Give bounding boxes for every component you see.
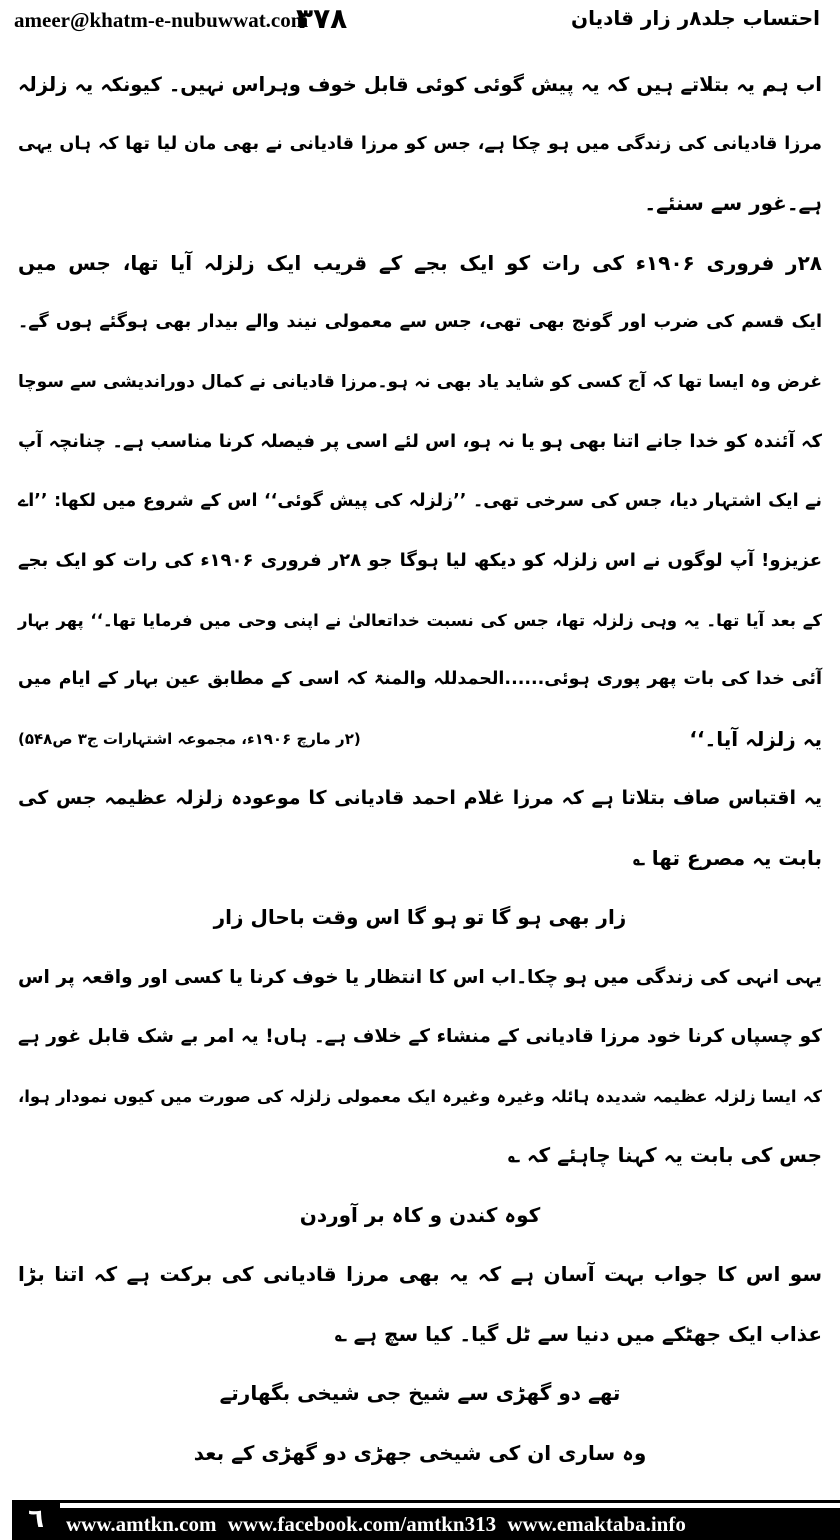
text-line: کے بعد آیا تھا۔ یہ وہی زلزلہ تھا، جس کی نسبت خداتعالیٰ نے اپنی وحی میں فرمایا تھا۔‘‘ پھر بہار	[18, 610, 822, 630]
text-line: ۲۸ر فروری ۱۹۰۶ء کی رات کو ایک بجے کے قریب ایک زلزلہ آیا تھا، جس میں	[18, 250, 822, 275]
footer-page-number: ٦	[12, 1500, 60, 1540]
page-body	[18, 55, 822, 1483]
text-line: یہی انہی کی زندگی میں ہو چکا۔اب اس کا انتظار یا خوف کرنا یا کسی اور واقعہ پر اس	[18, 966, 822, 988]
header-email: ameer@khatm-e-nubuwwat.com	[14, 8, 309, 32]
citation: (۲ر مارچ ۱۹۰۶ء، مجموعہ اشتہارات ج۳ ص۵۴۸)	[18, 729, 361, 748]
text-line: عزیزو! آپ لوگوں نے اس زلزلہ کو دیکھ لیا ہوگا جو ۲۸ر فروری ۱۹۰۶ء کی رات کو ایک بجے	[18, 550, 822, 571]
verse-line: کوہ کندن و کاہ بر آوردن	[299, 1202, 541, 1227]
text-line: کہ ایسا زلزلہ عظیمہ شدیدہ ہائلہ وغیرہ وغیرہ ایک معمولی زلزلہ کی صورت میں کیوں نمودار ہوا،	[18, 1086, 822, 1106]
text-line: نے ایک اشتہار دیا، جس کی سرخی تھی۔ ’’زلزلہ کی پیش گوئی‘‘ اس کے شروع میں لکھا: ’’اے	[18, 490, 822, 511]
verse-line: وہ ساری ان کی شیخی جھڑی دو گھڑی کے بعد	[193, 1440, 647, 1465]
text-line: کہ آئندہ کو خدا جانے اتنا بھی ہو یا نہ ہو، اس لئے اسی پر فیصلہ کرنا مناسب ہے۔ چنانچہ آپ	[18, 431, 822, 452]
text-line: یہ زلزلہ آیا۔‘‘	[689, 726, 822, 751]
verse-line: زار بھی ہو گا تو ہو گا اس وقت باحال زار	[213, 905, 627, 929]
text-line: کو چسپاں کرنا خود مرزا قادیانی کے منشاء کے خلاف ہے۔ ہاں! یہ امر بے شک قابل غور ہے	[18, 1026, 822, 1047]
text-line: مرزا قادیانی کی زندگی میں ہو چکا ہے، جس کو مرزا قادیانی نے بھی مان لیا تھا کہ ہاں یہی	[18, 133, 822, 154]
text-line-with-citation	[18, 710, 822, 770]
verse-line: تھے دو گھڑی سے شیخ جی شیخی بگھارتے	[219, 1381, 621, 1405]
text-line: غرض وہ ایسا تھا کہ آج کسی کو شاید یاد بھی نہ ہو۔مرزا قادیانی نے کمال دوراندیشی سے سوچا	[18, 371, 822, 392]
text-line: سو اس کا جواب بہت آسان ہے کہ یہ بھی مرزا قادیانی کی برکت ہے کہ اتنا بڑا	[18, 1262, 822, 1286]
book-title: احتساب جلد۸ر زار قادیان	[571, 6, 820, 30]
text-line: عذاب ایک جھٹکے میں دنیا سے ٹل گیا۔ کیا سچ ہے ؎	[334, 1321, 822, 1346]
text-line: یہ اقتباس صاف بتلاتا ہے کہ مرزا غلام احمد قادیانی کا موعودہ زلزلہ عظیمہ جس کی	[18, 787, 822, 809]
footer-divider	[60, 1500, 840, 1503]
footer-links: www.amtkn.com www.facebook.com/amtkn313 www.emaktaba.info	[60, 1508, 840, 1540]
text-line: جس کی بابت یہ کہنا چاہئے کہ ؎	[508, 1143, 822, 1167]
text-line: آئی خدا کی بات پھر پوری ہوئی......الحمدللہ والمنۃ کہ اسی کے مطابق عین بہار کے ایام میں	[18, 669, 822, 689]
page-number: ۳۷۸	[296, 2, 348, 35]
text-line: بابت یہ مصرع تھا ؎	[633, 845, 822, 870]
text-line: ہے۔غور سے سنئے۔	[644, 191, 822, 215]
text-line: ایک قسم کی ضرب اور گونج بھی تھی، جس سے معمولی نیند والے بیدار بھی ہوگئے ہوں گے۔	[18, 312, 822, 332]
text-line: اب ہم یہ بتلاتے ہیں کہ یہ پیش گوئی کوئی قابل خوف وہراس نہیں۔ کیونکہ یہ زلزلہ	[18, 73, 822, 96]
